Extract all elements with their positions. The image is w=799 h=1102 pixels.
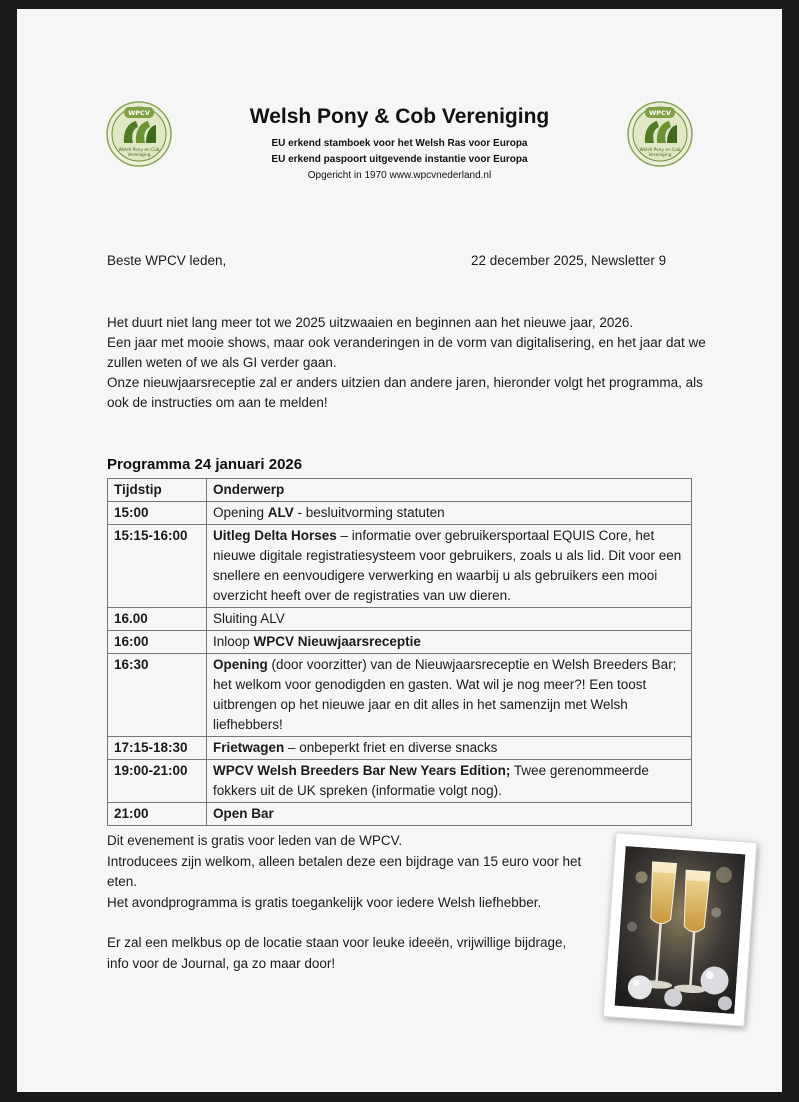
letterhead-line-1: EU erkend stamboek voor het Welsh Ras voor Europa (271, 138, 528, 150)
table-row (108, 803, 692, 826)
champagne-photo (603, 832, 758, 1026)
closing-line: info voor de Journal, ga zo maar door! (107, 955, 336, 971)
row-subject-text: – onbeperkt friet en diverse snacks (284, 740, 498, 755)
table-row (108, 502, 692, 525)
row-subject-bold: Uitleg Delta Horses (213, 528, 337, 543)
row-time: 21:00 (108, 803, 207, 826)
letterhead-line-2: EU erkend paspoort uitgevende instantie voor Europa (271, 154, 528, 166)
closing-text (107, 831, 607, 974)
row-subject (207, 803, 692, 826)
row-subject-bold: Opening (213, 657, 268, 672)
row-subject-bold: ALV (267, 505, 294, 520)
logo-text-bottom-1: Welsh Pony en Cob (639, 148, 681, 153)
intro-paragraph: Onze nieuwjaarsreceptie zal er anders uitzien dan andere jaren, hieronder volgt het programma, als ook de instructies om aan te melden! (107, 375, 703, 410)
champagne-glasses-image (615, 846, 746, 1014)
row-subject-text: Twee gerenommeerde fokkers uit de UK spreken (informatie volgt nog). (213, 763, 649, 798)
table-header-row (108, 479, 692, 502)
intro-paragraph: Een jaar met mooie shows, maar ook veranderingen in de vorm van digitalisering, en het jaar dat we zullen weten of we als GI verder gaan. (107, 335, 706, 370)
table-row (108, 654, 692, 737)
table-row (108, 525, 692, 608)
row-time: 19:00-21:00 (108, 760, 207, 803)
programme-title: Programma 24 januari 2026 (107, 456, 303, 473)
newsletter-page (17, 9, 782, 1092)
row-subject-text: Inloop (213, 634, 254, 649)
dateline: 22 december 2025, Newsletter 9 (471, 253, 667, 268)
row-subject (207, 502, 692, 525)
row-subject (207, 631, 692, 654)
row-subject (207, 737, 692, 760)
table-row (108, 760, 692, 803)
row-subject-text: - besluitvorming statuten (293, 505, 445, 520)
intro-text (107, 313, 707, 413)
greeting: Beste WPCV leden, (107, 253, 227, 268)
row-subject (207, 525, 692, 608)
closing-line: Dit evenement is gratis voor leden van de WPCV. (107, 833, 403, 848)
closing-line: Introducees zijn welkom, alleen betalen deze een bijdrage van 15 euro voor het eten. (107, 853, 582, 889)
row-subject-bold: WPCV Nieuwjaarsreceptie (253, 634, 421, 649)
letterhead-line-3: Opgericht in 1970 www.wpcvnederland.nl (307, 170, 492, 182)
row-time: 15:00 (108, 502, 207, 525)
row-subject-text: Sluiting ALV (213, 611, 285, 626)
row-subject (207, 608, 692, 631)
row-time: 17:15-18:30 (108, 737, 207, 760)
row-time: 16:00 (108, 631, 207, 654)
col-header-subject: Onderwerp (207, 479, 692, 502)
letterhead (197, 105, 602, 183)
table-row (108, 737, 692, 760)
programme-table (107, 478, 692, 826)
row-subject-text: – informatie over gebruikersportaal EQUIS Core, het nieuwe digitale registratiesysteem voor gebruikers, zoals u als lid. Dit voor een snellere en eenvoudigere verwerking en waarbij u als gebruikers een mooi overzicht heeft over de registraties van uw dieren. (213, 528, 682, 603)
row-subject-bold: Open Bar (213, 806, 274, 821)
row-time: 16:30 (108, 654, 207, 737)
row-subject-bold: Frietwagen (213, 740, 285, 755)
row-subject (207, 654, 692, 737)
closing-line: Het avondprogramma is gratis toegankelijk voor iedere Welsh liefhebber. (107, 894, 542, 910)
closing-line: Er zal een melkbus op de locatie staan voor leuke ideeën, vrijwillige bijdrage, (107, 935, 567, 950)
wpcv-logo-left (106, 101, 172, 167)
row-subject (207, 760, 692, 803)
logo-text-top: WPCV (649, 109, 671, 117)
row-time: 16.00 (108, 608, 207, 631)
row-subject-bold: WPCV Welsh Breeders Bar New Years Edition; (213, 763, 511, 778)
logo-text-top: WPCV (128, 109, 150, 117)
wpcv-logo-right (627, 101, 693, 167)
row-subject-text: Opening (213, 505, 268, 520)
programme-table-body (108, 502, 692, 826)
row-subject-text: (door voorzitter) van de Nieuwjaarsreceptie en Welsh Breeders Bar; het welkom voor genodigden en gasten. Wat wil je nog meer?! Een toost uitbrengen op het nieuwe jaar en dit alles in het samenzijn met Welsh liefhebbers! (213, 657, 677, 732)
org-name: Welsh Pony & Cob Vereniging (249, 105, 550, 128)
table-row (108, 631, 692, 654)
logo-text-bottom-1: Welsh Pony en Cob (118, 148, 160, 153)
logo-text-bottom-2: Vereniging (127, 153, 151, 158)
intro-paragraph: Het duurt niet lang meer tot we 2025 uitzwaaien en beginnen aan het nieuwe jaar, 2026. (107, 315, 634, 330)
row-time: 15:15-16:00 (108, 525, 207, 608)
col-header-time: Tijdstip (108, 479, 207, 502)
logo-text-bottom-2: Vereniging (648, 153, 672, 158)
table-row (108, 608, 692, 631)
